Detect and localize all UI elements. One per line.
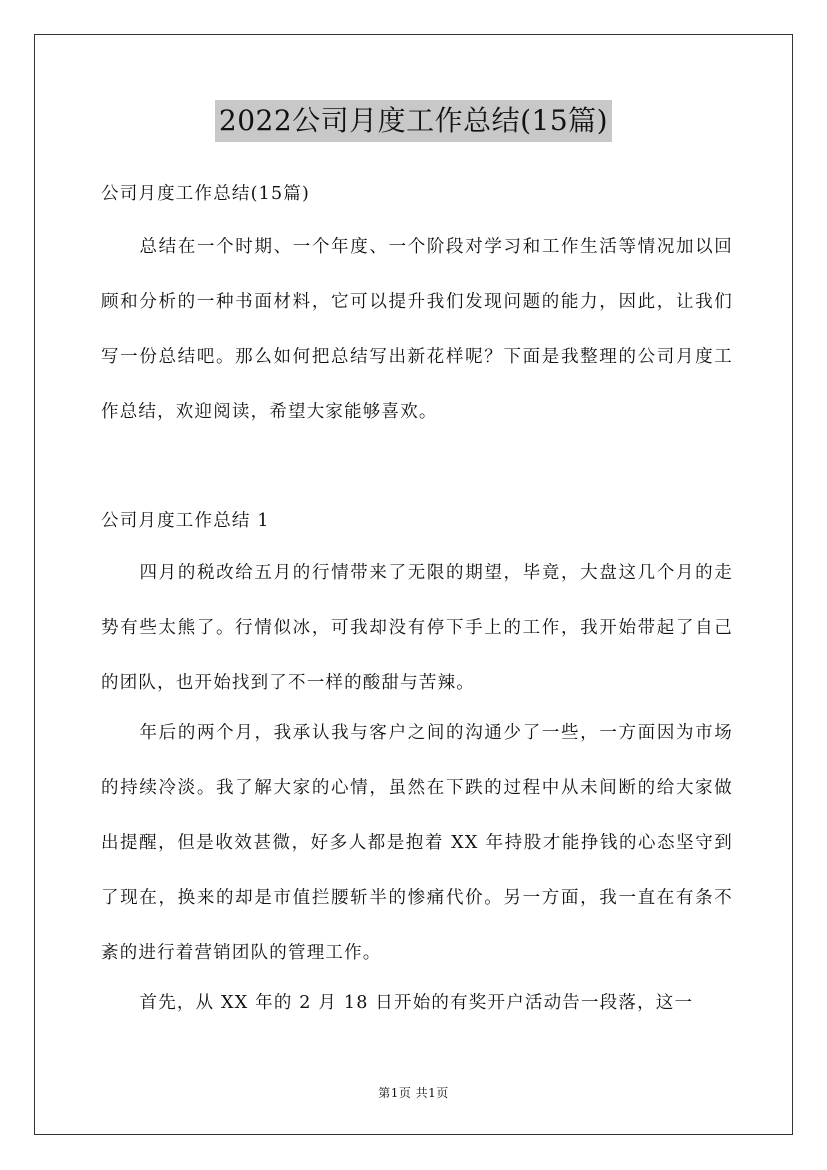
intro-paragraph: 总结在一个时期、一个年度、一个阶段对学习和工作生活等情况加以回顾和分析的一种书面材料，它可以提升我们发现问题的能力，因此，让我们写一份总结吧。那么如何把总结写出新花样呢？下面是我整理的公司月度工作总结，欢迎阅读，希望大家能够喜欢。 bbox=[101, 237, 733, 422]
body-paragraph: 年后的两个月，我承认我与客户之间的沟通少了一些，一方面因为市场的持续冷淡。我了解大家的心情，虽然在下跌的过程中从未间断的给大家做出提醒，但是收效甚微，好多人都是抱着 XX 年持股才能挣钱的心态坚守到了现在，换来的却是市值拦腰斩半的惨痛代价。另一方面，我一直在有条不紊的进行着营销团队的管理工作。 bbox=[101, 723, 733, 963]
title-container bbox=[0, 100, 827, 142]
body-paragraph: 首先，从 XX 年的 2 月 18 日开始的有奖开户活动告一段落，这一 bbox=[139, 993, 694, 1013]
page-footer: 第1页 共1页 bbox=[378, 1086, 449, 1100]
section-heading: 公司月度工作总结 1 bbox=[101, 511, 270, 531]
body-paragraph: 四月的税改给五月的行情带来了无限的期望，毕竟，大盘这几个月的走势有些太熊了。行情似冰，可我却没有停下手上的工作，我开始带起了自己的团队，也开始找到了不一样的酸甜与苦辣。 bbox=[101, 563, 733, 693]
document-subtitle: 公司月度工作总结(15篇) bbox=[101, 184, 311, 204]
document-title: 2022公司月度工作总结(15篇) bbox=[215, 100, 612, 142]
